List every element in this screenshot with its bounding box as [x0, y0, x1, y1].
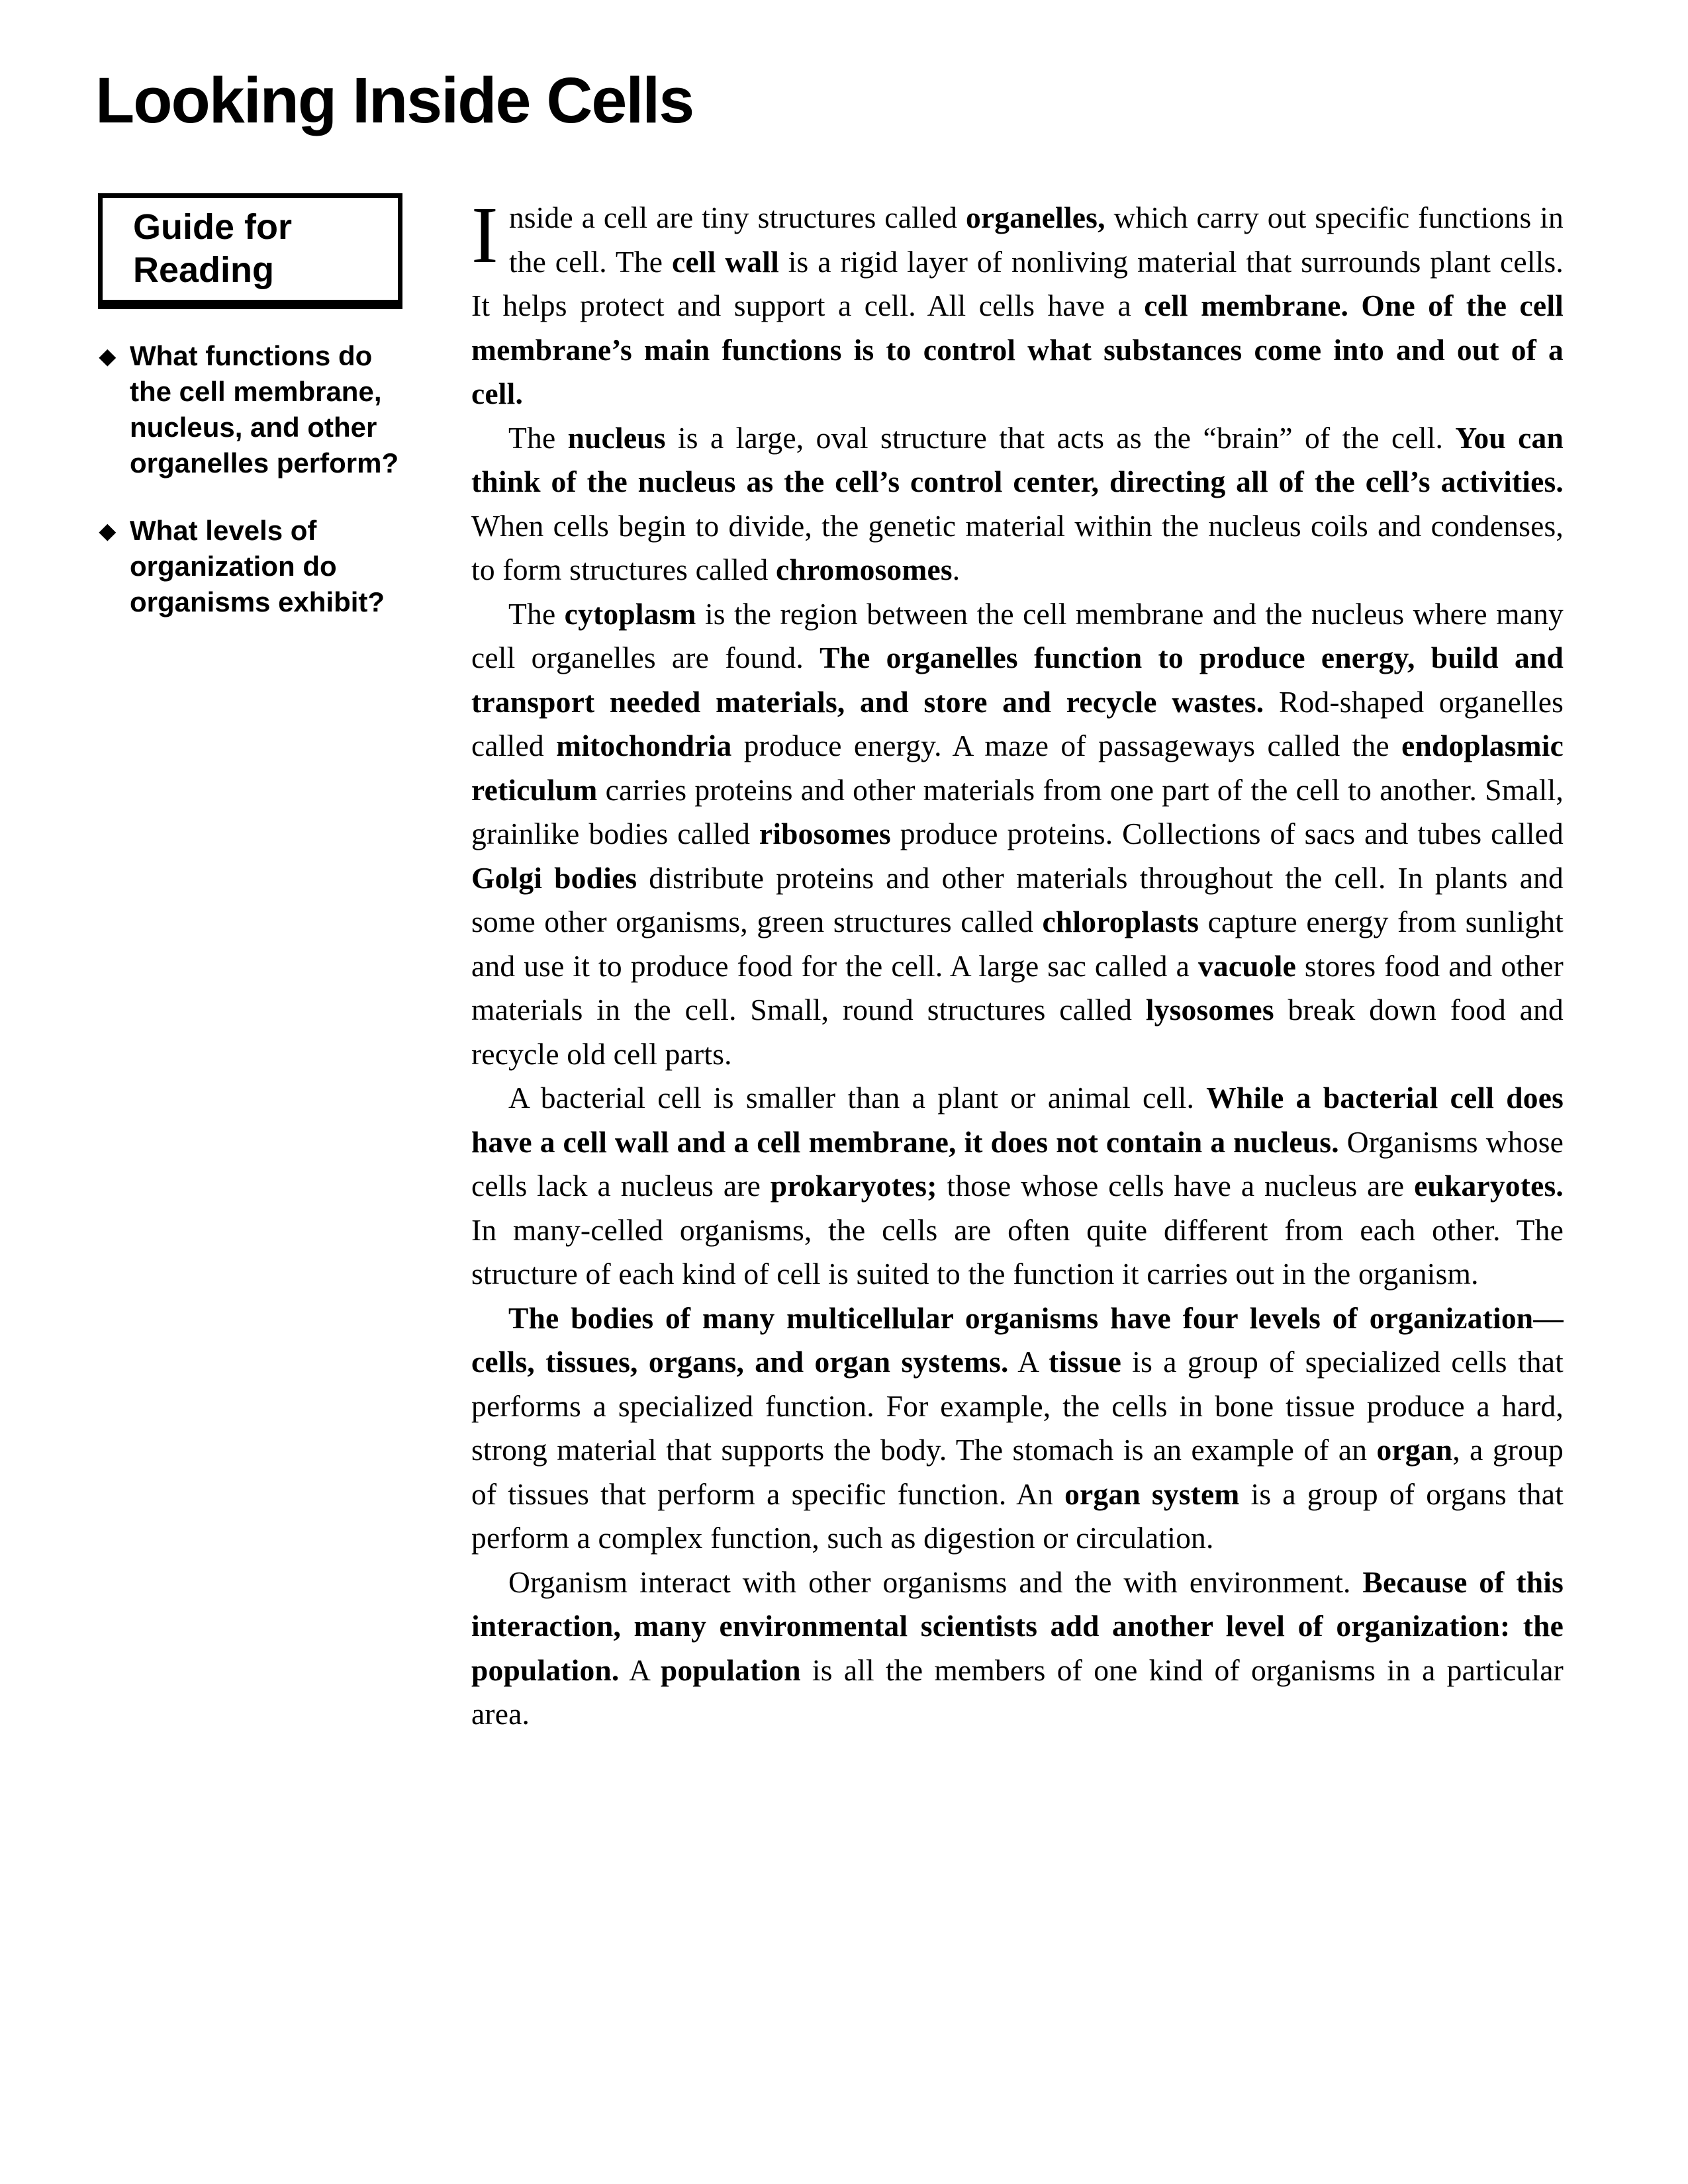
bold-text-segment: tissue — [1049, 1345, 1122, 1379]
bold-text-segment: chloroplasts — [1042, 905, 1199, 938]
bold-text-segment: ribosomes — [759, 817, 891, 850]
text-segment: . — [952, 553, 961, 586]
text-segment: those whose cells have a nucleus are — [937, 1169, 1415, 1203]
bold-text-segment: lysosomes — [1145, 993, 1274, 1026]
text-segment: nside a cell are tiny structures called — [508, 201, 966, 234]
drop-cap: I — [471, 191, 498, 280]
text-segment: A bacterial cell is smaller than a plant or animal cell. — [508, 1081, 1207, 1115]
bold-text-segment: organ — [1376, 1433, 1453, 1467]
text-segment: is a large, oval structure that acts as the “brain” of the cell. — [665, 420, 1456, 455]
bold-text-segment: You can think of the nucleus as the cell’s control center, directing all of the cell’s activities. — [471, 420, 1564, 498]
article-text — [471, 191, 1564, 1737]
text-segment: carries proteins and other materials from one part of the cell to another. Small, grainlike bodies called — [471, 772, 1564, 850]
text-segment: produce proteins. Collections of sacs and tubes called — [890, 817, 1564, 850]
guide-for-reading-sidebar — [98, 193, 404, 652]
bold-text-segment: Golgi bodies — [471, 860, 637, 895]
guide-box-title-line1: Guide for — [133, 207, 292, 247]
bold-text-segment: population — [660, 1653, 801, 1687]
question-text: What functions do the cell membrane, nucleus, and other organelles perform? — [130, 340, 399, 478]
bold-text-segment: The organelles function to produce energy, build and transport needed materials, and store and recycle wastes. — [471, 641, 1564, 719]
text-segment: which carry out specific functions in the cell. The — [508, 201, 1564, 279]
text-segment: is a group of organs that perform a complex function, such as digestion or circulation. — [471, 1477, 1564, 1555]
text-segment: When cells begin to divide, the genetic material within the nucleus coils and condenses, to form structures called — [471, 508, 1564, 586]
question-item — [98, 513, 404, 620]
bold-text-segment: cytoplasm — [564, 596, 696, 631]
bold-text-segment: eukaryotes. — [1414, 1169, 1564, 1203]
text-segment: The — [508, 420, 568, 455]
bold-text-segment: Because of this interaction, many environmental scientists add another level of organization: the population. — [471, 1565, 1564, 1687]
diamond-bullet-icon: ◆ — [99, 519, 116, 543]
bold-text-segment: cell wall — [671, 244, 779, 279]
bold-text-segment: While a bacterial cell does have a cell wall and a cell membrane, it does not contain a nucleus. — [471, 1081, 1564, 1159]
text-segment: Rod-shaped organelles called — [471, 684, 1564, 762]
paragraph — [471, 1561, 1564, 1737]
text-segment: distribute proteins and other materials throughout the cell. In plants and some other organisms, green structures called — [471, 860, 1564, 938]
bold-text-segment: cell membrane. One of the cell membrane’s main functions is to control what substances come into and out of a cell. — [471, 289, 1564, 410]
paragraph — [471, 191, 1564, 416]
paragraph — [471, 1076, 1564, 1297]
bold-text-segment: mitochondria — [556, 729, 732, 762]
text-segment: produce energy. A maze of passageways called the — [731, 729, 1402, 762]
text-segment: is the region between the cell membrane and the nucleus where many cell organelles are found. — [471, 596, 1564, 674]
guide-box-title-line2: Reading — [133, 250, 275, 290]
bold-text-segment: chromosomes — [776, 553, 953, 586]
bold-text-segment: organelles, — [965, 201, 1105, 234]
bold-text-segment: The bodies of many multicellular organisms have four levels of organization—cells, tissues, organs, and organ systems. — [471, 1300, 1564, 1379]
text-segment: In many-celled organisms, the cells are often quite different from each other. The structure of each kind of cell is suited to the function it carries out in the organism. — [471, 1212, 1564, 1291]
text-segment: A — [1008, 1345, 1049, 1379]
text-segment: stores food and other materials in the cell. Small, round structures called — [471, 948, 1564, 1026]
text-segment: , a group of tissues that perform a specific function. An — [471, 1433, 1564, 1511]
paragraph — [471, 592, 1564, 1077]
text-segment: A — [619, 1653, 661, 1687]
text-segment: break down food and recycle old cell parts. — [471, 993, 1564, 1071]
diamond-bullet-icon: ◆ — [99, 344, 116, 368]
paragraph — [471, 416, 1564, 592]
bold-text-segment: organ system — [1064, 1477, 1240, 1511]
paragraph — [471, 1297, 1564, 1561]
bold-text-segment: vacuole — [1197, 948, 1296, 983]
bold-text-segment: nucleus — [567, 420, 666, 455]
text-segment: is all the members of one kind of organisms in a particular area. — [471, 1653, 1564, 1731]
text-segment: is a rigid layer of nonliving material that surrounds plant cells. It helps protect and support a cell. All cells have a — [471, 244, 1564, 322]
bold-text-segment: prokaryotes; — [770, 1169, 937, 1203]
bold-text-segment: endoplasmic reticulum — [471, 729, 1564, 807]
question-text: What levels of organization do organisms exhibit? — [130, 515, 385, 617]
text-segment: capture energy from sunlight and use it to produce food for the cell. A large sac called a — [471, 905, 1564, 983]
text-segment: Organisms whose cells lack a nucleus are — [471, 1124, 1564, 1203]
question-item — [98, 338, 404, 481]
text-segment: The — [508, 596, 565, 631]
reading-questions-list — [98, 338, 404, 620]
page-title: Looking Inside Cells — [95, 64, 694, 136]
text-segment: Organism interact with other organisms and the with environment. — [508, 1565, 1363, 1599]
text-segment: is a group of specialized cells that performs a specialized function. For example, the cells in bone tissue produce a hard, strong material that supports the body. The stomach is an example of an — [471, 1345, 1564, 1467]
guide-for-reading-box — [98, 193, 402, 309]
